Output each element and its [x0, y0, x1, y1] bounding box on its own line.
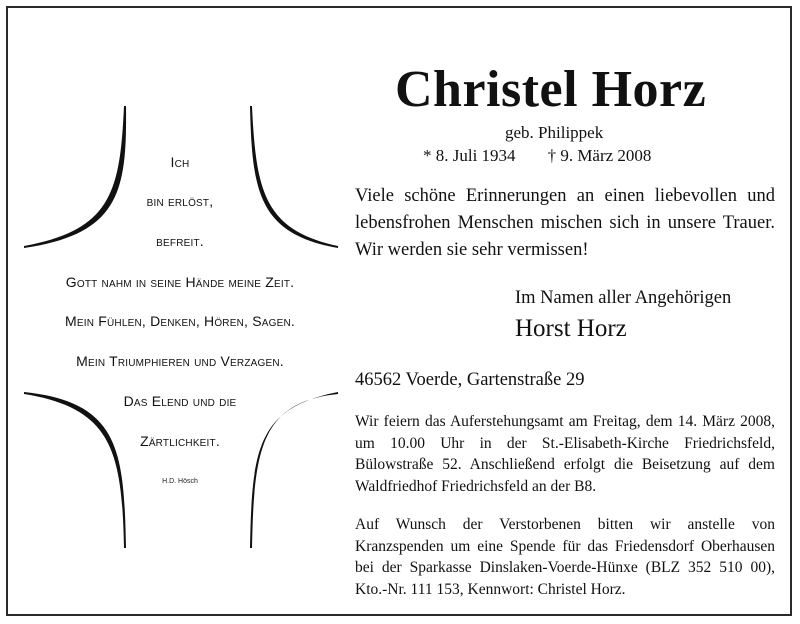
poem-line-4: Gott nahm in seine Hände meine Zeit.: [65, 274, 295, 290]
service-paragraph: Wir feiern das Auferstehungsamt am Freitag, dem 14. März 2008, um 10.00 Uhr in der St.-Elisabeth-Kirche Friedrichsfeld, Bülowstraße 52. Anschließend erfolgt die Beisetzung auf dem Waldfriedhof Friedrichsfeld an der B8.: [355, 413, 775, 495]
poem-line-2: bin erlöst,: [146, 193, 214, 209]
poem-author: H.D. Hösch: [162, 478, 198, 485]
life-dates: [423, 145, 651, 167]
poem-line-6: Mein Triumphieren und Verzagen.: [76, 353, 284, 369]
poem-cross-section: [20, 96, 340, 566]
poem-line-5: Mein Fühlen, Denken, Hören, Sagen.: [65, 313, 295, 329]
intro-text: Viele schöne Erinnerungen an einen liebevollen und lebensfrohen Menschen mischen sich in unsere Trauer. Wir werden sie sehr vermissen!: [355, 186, 775, 260]
poem-line-8: Zärtlichkeit.: [140, 433, 220, 449]
maiden-name: geb. Philippek: [505, 123, 604, 142]
signature-name: Horst Horz: [515, 315, 627, 342]
cross-corner-bottom-left: [24, 392, 126, 548]
donation-paragraph: Auf Wunsch der Verstorbenen bitten wir anstelle von Kranzspenden um eine Spende für das Friedensdorf Oberhausen bei der Sparkasse Dinslaken-Voerde-Hünxe (BLZ 352 510 00), Kto.-Nr. 111 153, Kennwort: Christel Horz.: [355, 516, 775, 598]
cross-corner-bottom-right: [250, 392, 338, 548]
cross-corner-top-left: [24, 106, 126, 248]
poem-line-1: Ich: [170, 154, 190, 170]
poem-line-3: befreit.: [156, 233, 204, 249]
address: 46562 Voerde, Gartenstraße 29: [355, 370, 585, 390]
poem-line-7: Das Elend und die: [123, 393, 237, 409]
signature-line: Im Namen aller Angehörigen: [515, 288, 732, 308]
cross-corner-top-right: [250, 106, 338, 248]
death-date: † 9. März 2008: [547, 146, 652, 165]
deceased-name: Christel Horz: [395, 61, 707, 118]
birth-date: * 8. Juli 1934: [423, 146, 516, 165]
